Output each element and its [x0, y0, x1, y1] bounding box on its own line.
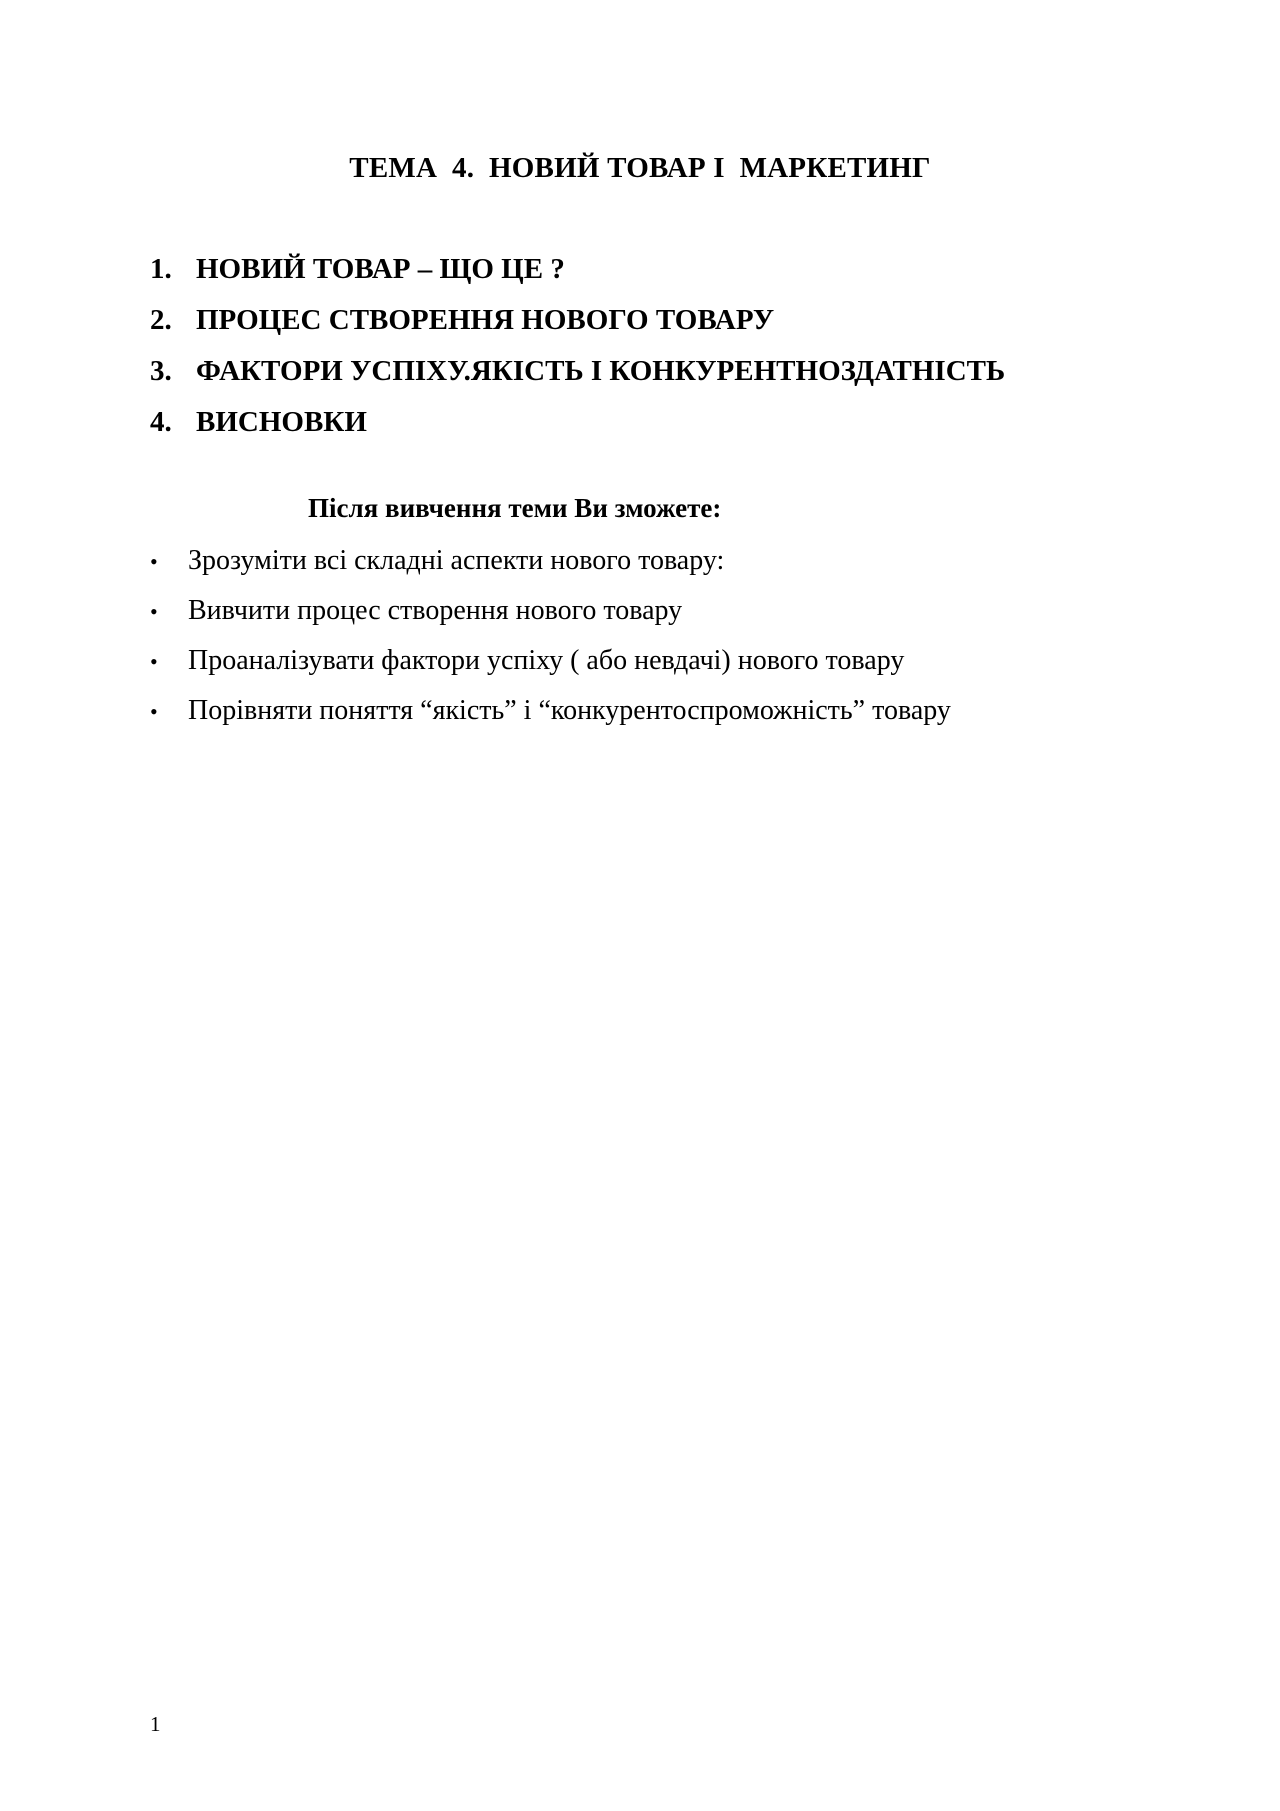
learning-goals-list: [150, 544, 951, 744]
outline-item-number: 4.: [150, 406, 172, 438]
goal-item: [150, 544, 951, 594]
goal-item-text: Проаналізувати фактори успіху ( або невдачі) нового товару: [188, 645, 905, 676]
page-number: 1: [150, 1712, 161, 1736]
bullet-icon: •: [150, 549, 158, 574]
outline-item-number: 2.: [150, 304, 172, 336]
outline-item-text: ФАКТОРИ УСПІХУ.ЯКІСТЬ І КОНКУРЕНТНОЗДАТНІСТЬ: [196, 355, 1006, 387]
outline-item-number: 1.: [150, 253, 172, 285]
topic-outline-list: [150, 252, 1005, 456]
goal-item-text: Порівняти поняття “якість” і “конкурентоспроможність” товару: [188, 695, 951, 726]
goal-item: [150, 594, 951, 644]
goal-item-text: Зрозуміти всі складні аспекти нового товару:: [188, 545, 725, 576]
goal-item-text: Вивчити процес створення нового товару: [188, 595, 683, 626]
outline-item: [150, 354, 1005, 405]
outline-item-text: ПРОЦЕС СТВОРЕННЯ НОВОГО ТОВАРУ: [196, 304, 775, 336]
outline-item: [150, 405, 1005, 456]
goal-item: [150, 644, 951, 694]
bullet-icon: •: [150, 699, 158, 724]
outline-item-number: 3.: [150, 355, 172, 387]
goal-item: [150, 694, 951, 744]
outline-item-text: НОВИЙ ТОВАР – ЩО ЦЕ ?: [196, 253, 565, 285]
bullet-icon: •: [150, 599, 158, 624]
outline-item: [150, 303, 1005, 354]
learning-goals-heading: Після вивчення теми Ви зможете:: [308, 493, 722, 523]
outline-item-text: ВИСНОВКИ: [196, 406, 367, 438]
outline-item: [150, 252, 1005, 303]
page-title: ТЕМА 4. НОВИЙ ТОВАР І МАРКЕТИНГ: [349, 152, 931, 184]
bullet-icon: •: [150, 649, 158, 674]
